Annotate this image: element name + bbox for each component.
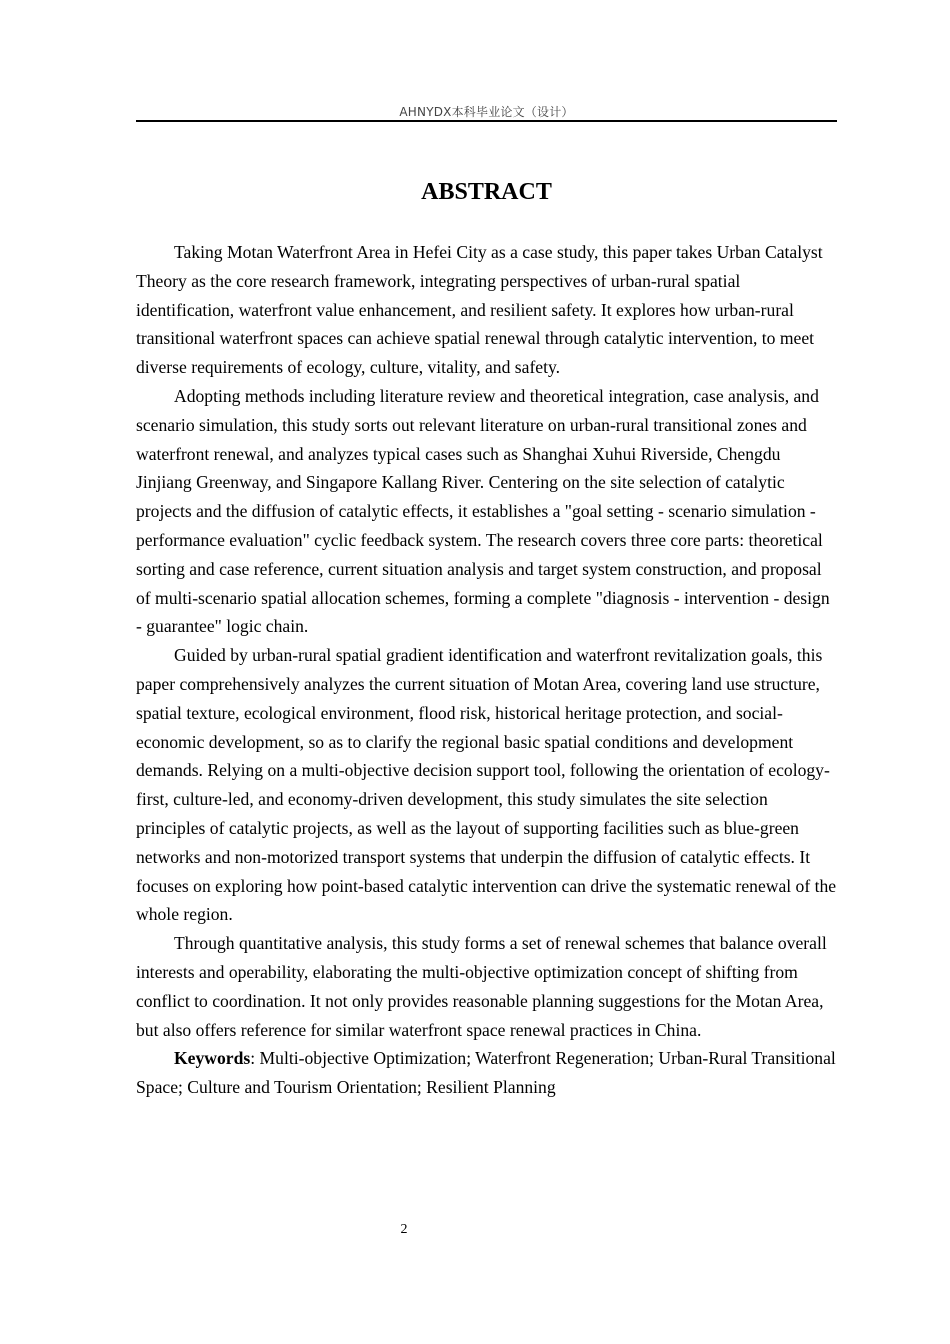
running-header: AHNYDX本科毕业论文（设计）	[399, 105, 574, 119]
abstract-paragraph-3: Guided by urban-rural spatial gradient identification and waterfront revitalization goals, this paper comprehensively analyzes the current situation of Motan Area, covering land use structure, spatial texture, ecological environment, flood risk, historical heritage protection, and social-economic development, so as to clarify the regional basic spatial conditions and development demands. Relying on a multi-objective decision support tool, following the orientation of ecology-first, culture-led, and economy-driven development, this study simulates the site selection principles of catalytic projects, as well as the layout of supporting facilities such as blue-green networks and non-motorized transport systems that underpin the diffusion of catalytic effects. It focuses on exploring how point-based catalytic intervention can drive the systematic renewal of the whole region.	[136, 645, 837, 925]
page-number: 2	[400, 1222, 408, 1237]
abstract-body	[136, 238, 837, 1102]
keywords-text: : Multi-objective Optimization; Waterfront Regeneration; Urban-Rural Transitional Space; Culture and Tourism Orientation; Resilient Planning	[136, 1048, 836, 1098]
keywords-label: Keywords	[174, 1048, 251, 1069]
header-rule	[136, 120, 837, 122]
abstract-paragraph-1: Taking Motan Waterfront Area in Hefei City as a case study, this paper takes Urban Catalyst Theory as the core research framework, integrating perspectives of urban-rural spatial identification, waterfront value enhancement, and resilient safety. It explores how urban-rural transitional waterfront spaces can achieve spatial renewal through catalytic intervention, to meet diverse requirements of ecology, culture, vitality, and safety.	[136, 242, 823, 378]
abstract-paragraph-2: Adopting methods including literature review and theoretical integration, case analysis, and scenario simulation, this study sorts out relevant literature on urban-rural transitional zones and waterfront renewal, and analyzes typical cases such as Shanghai Xuhui Riverside, Chengdu Jinjiang Greenway, and Singapore Kallang River. Centering on the site selection of catalytic projects and the diffusion of catalytic effects, it establishes a "goal setting - scenario simulation - performance evaluation" cyclic feedback system. The research covers three core parts: theoretical sorting and case reference, current situation analysis and target system construction, and proposal of multi-scenario spatial allocation schemes, forming a complete "diagnosis - intervention - design - guarantee" logic chain.	[136, 385, 830, 637]
keywords-paragraph	[136, 1044, 837, 1102]
abstract-paragraph-4: Through quantitative analysis, this study forms a set of renewal schemes that balance overall interests and operability, elaborating the multi-objective optimization concept of shifting from conflict to coordination. It not only provides reasonable planning suggestions for the Motan Area, but also offers reference for similar waterfront space renewal practices in China.	[136, 933, 827, 1040]
abstract-title: ABSTRACT	[421, 179, 552, 205]
